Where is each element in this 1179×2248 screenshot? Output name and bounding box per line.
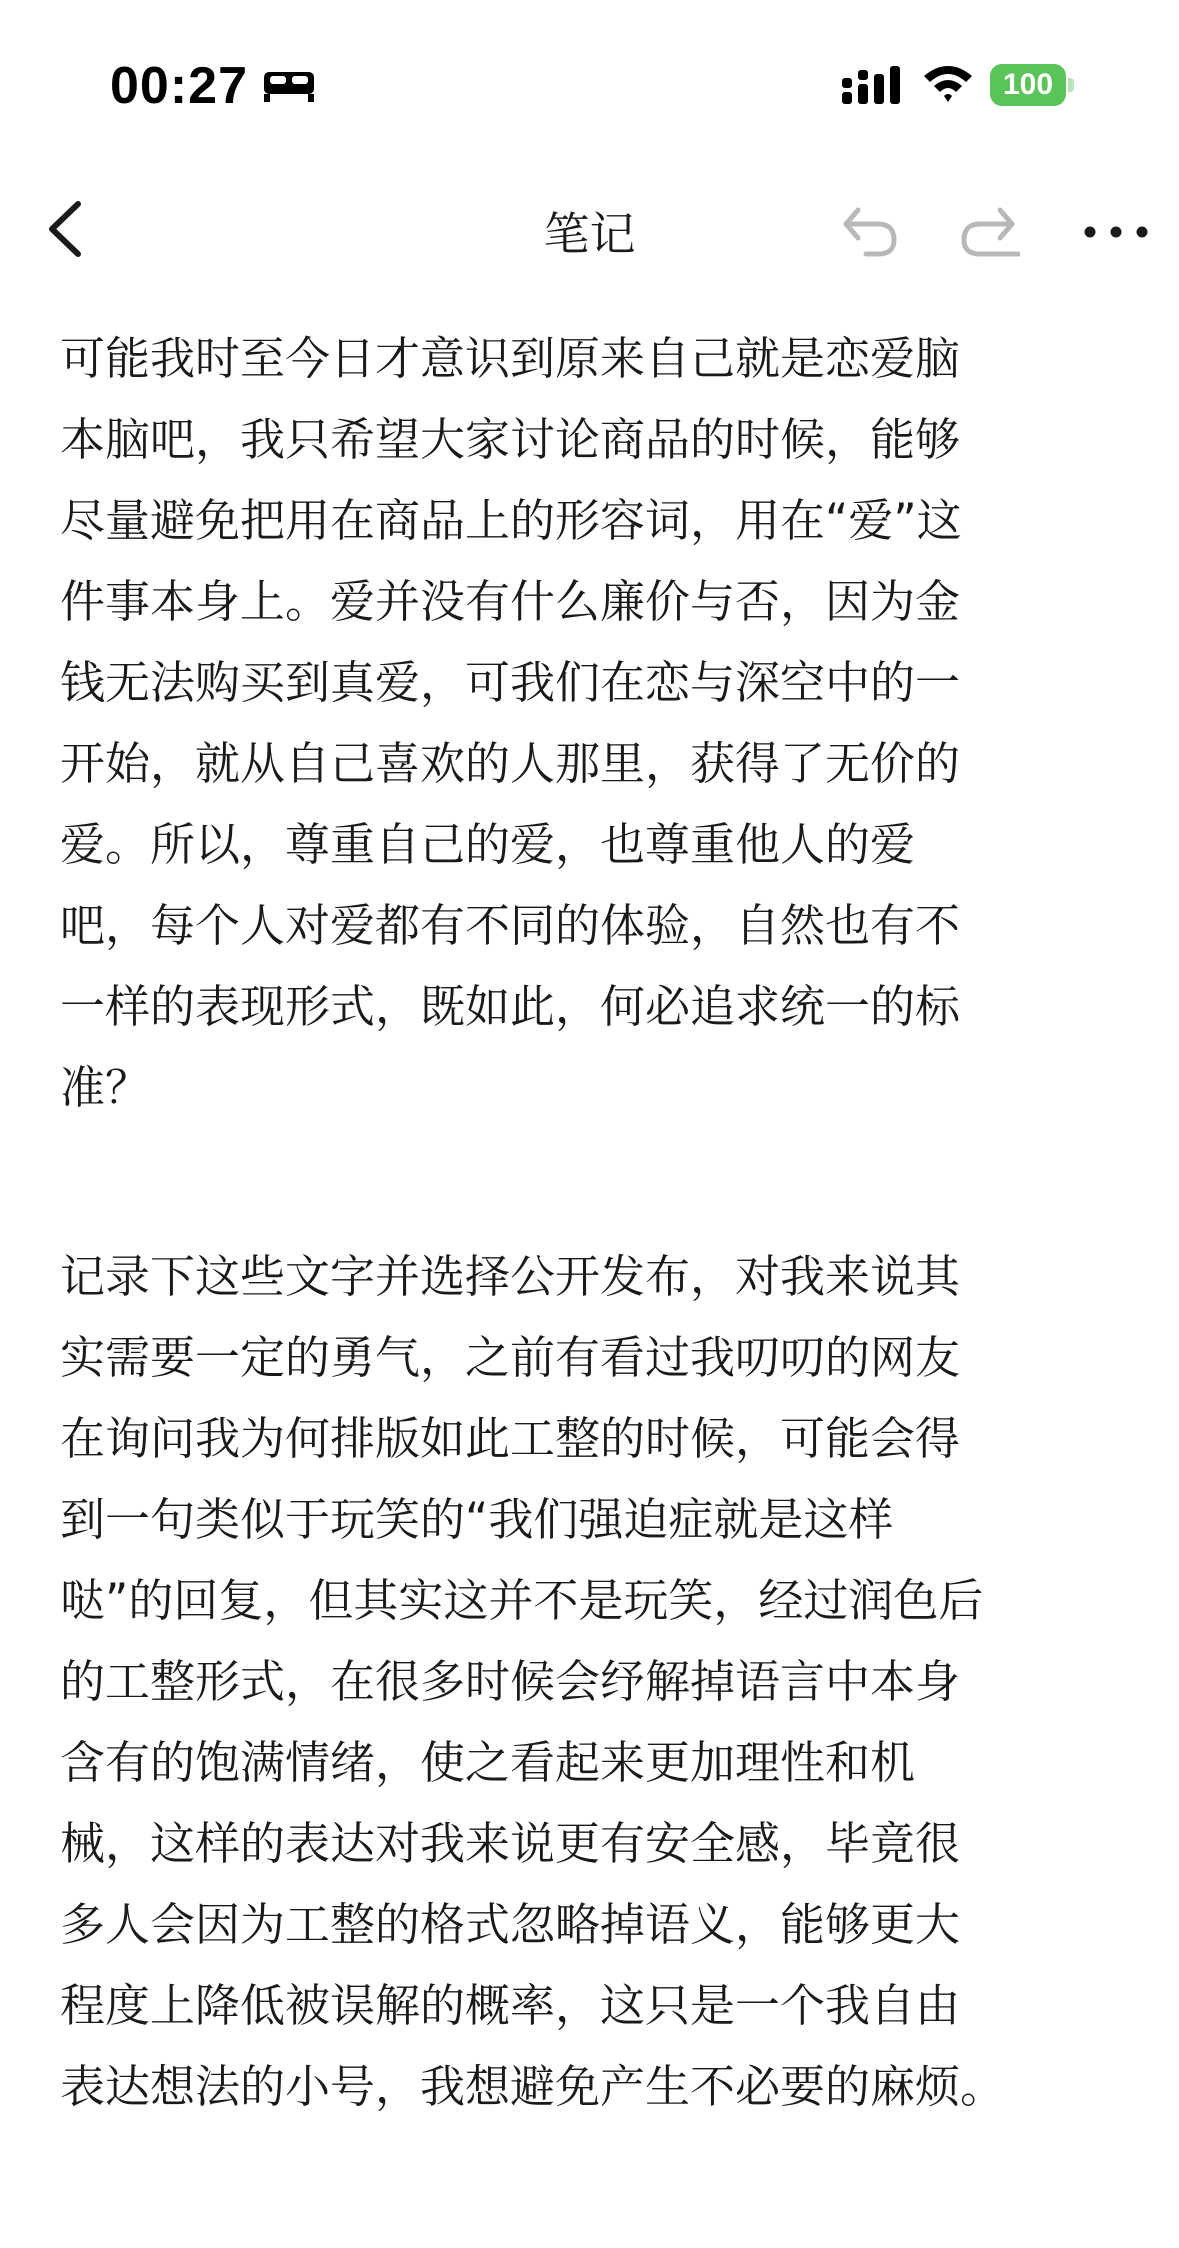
nav-bar xyxy=(0,180,1179,280)
signal-icon xyxy=(840,64,902,106)
battery-level: 100 xyxy=(1002,68,1054,101)
more-icon[interactable] xyxy=(1078,196,1154,262)
note-body[interactable] xyxy=(60,318,1120,2127)
paragraph-spacer xyxy=(60,1128,1120,1236)
page-title: 笔记 xyxy=(543,207,636,261)
bed-icon xyxy=(262,68,316,102)
note-paragraph[interactable]: 可能我时至今日才意识到原来自己就是恋爱脑 本脑吧，我只希望大家讨论商品的时候，能够 尽量避免把用在商品上的形容词，用在“爱”这 件事本身上。爱并没有什么廉价与否，因为金 钱无法购买到真爱，可我们在恋与深空中的一 开始，就从自己喜欢的人那里，获得了无价的 爱。所以，尊重自己的爱，也尊重他人的爱 吧，每个人对爱都有不同的体验，自然也有不 一样的表现形式，既如此，何必追求统一的标 准？ xyxy=(60,332,962,1114)
wifi-icon xyxy=(920,62,976,104)
battery-icon xyxy=(990,64,1076,106)
status-time: 00:27 xyxy=(110,57,248,115)
note-paragraph[interactable]: 记录下这些文字并选择公开发布，对我来说其 实需要一定的勇气，之前有看过我叨叨的网友 在询问我为何排版如此工整的时候，可能会得 到一句类似于玩笑的“我们强迫症就是这样 哒”的回复，但其实这并不是玩笑，经过润色后 的工整形式，在很多时候会纾解掉语言中本身 含有的饱满情绪，使之看起来更加理性和机 械，这样的表达对我来说更有安全感，毕竟很 多人会因为工整的格式忽略掉语义，能够更大 程度上降低被误解的概率，这只是一个我自由 表达想法的小号，我想避免产生不必要的麻烦。 xyxy=(60,1250,1006,2113)
redo-icon[interactable] xyxy=(954,196,1020,262)
undo-icon[interactable] xyxy=(838,196,904,262)
status-bar xyxy=(0,0,1179,170)
